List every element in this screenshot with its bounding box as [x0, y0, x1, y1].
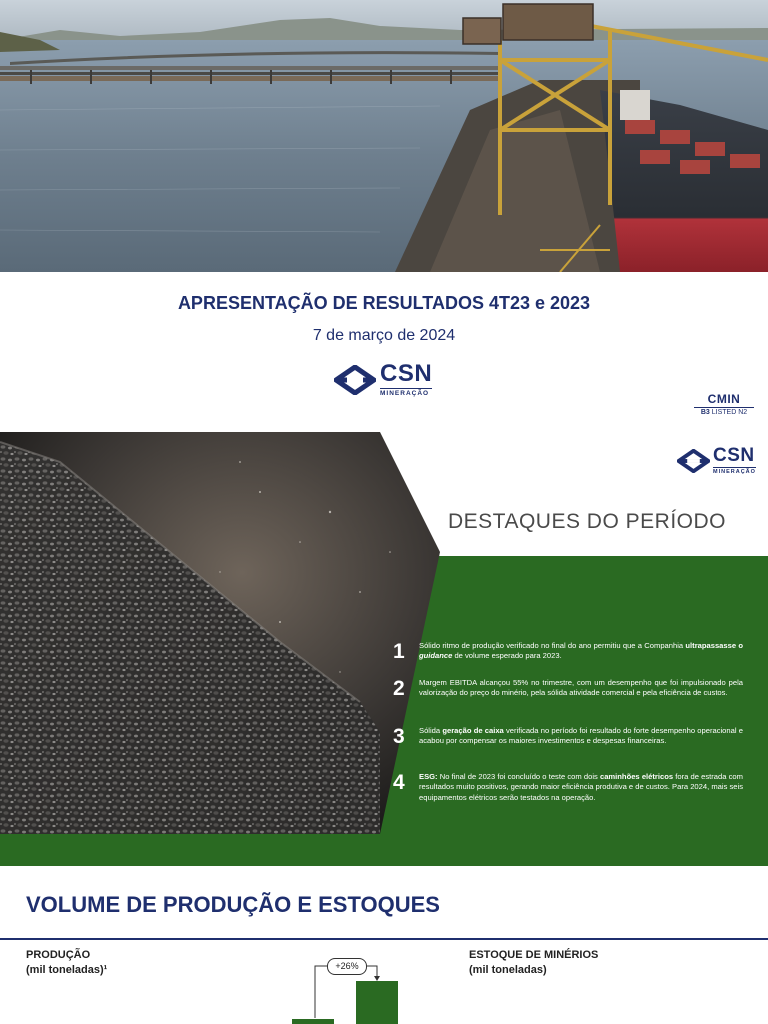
csn-mineracao-logo — [334, 362, 432, 398]
highlight-item — [393, 641, 743, 662]
highlights-title: DESTAQUES DO PERÍODO — [448, 510, 726, 533]
cover-slide — [0, 0, 768, 432]
highlight-number: 4 — [393, 771, 405, 794]
csn-mark-icon — [334, 365, 376, 395]
highlight-text: Sólida geração de caixa verificada no período foi resultado do forte desempenho operacional e acabou por compensar os maiores investimentos e despesas financeiras. — [419, 726, 743, 746]
production-chart-label: PRODUÇÃO (mil toneladas)¹ — [26, 949, 108, 976]
cmin-ticker-badge — [694, 392, 754, 416]
volume-slide — [0, 866, 768, 1024]
iron-ore-photo — [0, 432, 440, 834]
volume-title: VOLUME DE PRODUÇÃO E ESTOQUES — [26, 892, 440, 917]
stock-chart-label: ESTOQUE DE MINÉRIOS (mil toneladas) — [469, 949, 599, 976]
highlight-number: 2 — [393, 677, 405, 700]
csn-wordmark: CSN — [713, 445, 755, 466]
mineracao-wordmark: MINERAÇÃO — [380, 388, 432, 398]
highlight-text: Margem EBITDA alcançou 55% no trimestre, com um desempenho que foi impulsionado pela valorização do preço do minério, pela sólida atividade comercial e pela eficiência de custos. — [419, 678, 743, 698]
highlight-item — [393, 772, 743, 803]
b3-listing: B3 LISTED N2 — [694, 407, 754, 416]
highlight-number: 3 — [393, 725, 405, 748]
ticker-code: CMIN — [707, 392, 741, 406]
production-bar — [356, 981, 398, 1024]
iron-ore-illustration — [0, 432, 440, 834]
highlight-text: Sólido ritmo de produção verificado no final do ano permitiu que a Companhia ultrapassasse o guidance de volume esperado para 2023. — [419, 641, 743, 661]
growth-badge: +26% — [327, 958, 367, 975]
highlight-number: 1 — [393, 640, 405, 663]
port-photo — [0, 0, 768, 272]
highlights-slide — [0, 432, 768, 866]
highlight-item — [393, 726, 743, 747]
presentation-date: 7 de março de 2024 — [312, 327, 456, 344]
port-illustration — [0, 0, 768, 272]
mineracao-wordmark: MINERAÇÃO — [713, 469, 756, 475]
csn-mark-icon — [677, 449, 710, 473]
production-bar — [292, 1019, 334, 1024]
presentation-title: APRESENTAÇÃO DE RESULTADOS 4T23 e 2023 — [177, 293, 591, 313]
csn-mineracao-logo-small — [677, 446, 756, 476]
highlight-item — [393, 678, 743, 699]
csn-wordmark: CSN — [380, 360, 433, 387]
highlight-text: ESG: No final de 2023 foi concluído o teste com dois caminhões elétricos fora de estrada com resultados muito positivos, gerando maior eficiência produtiva e de custos. Para 2024, mais seis equipamentos elétricos serão testados na operação. — [419, 772, 743, 802]
